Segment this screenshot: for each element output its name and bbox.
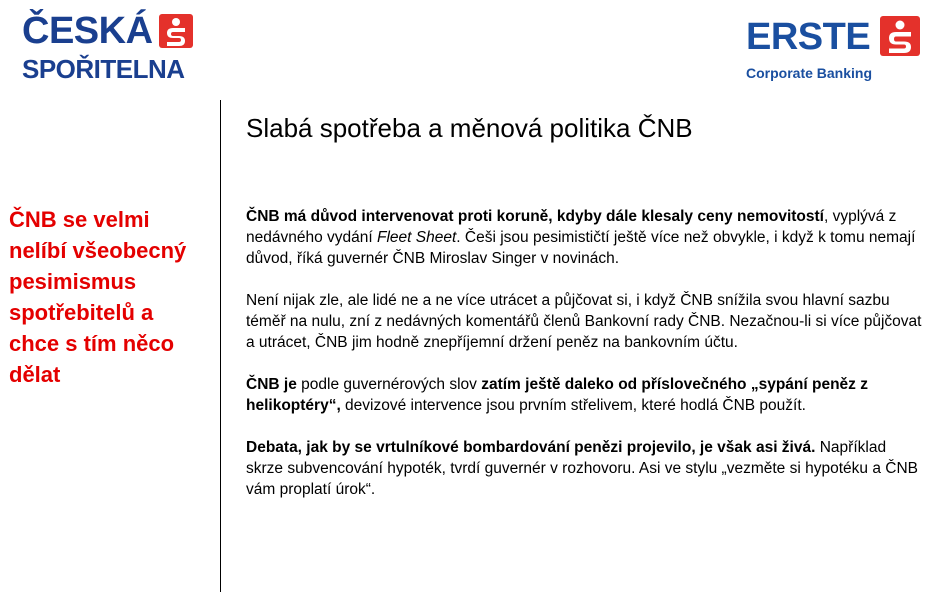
vertical-divider	[220, 100, 221, 592]
paragraph-1	[246, 206, 922, 269]
paragraph-3-text: podle guvernérových slov	[296, 376, 482, 393]
paragraph-3	[246, 374, 922, 416]
s-sign-icon	[880, 16, 920, 56]
paragraph-2: Není nijak zle, ale lidé ne a ne více utrácet a půjčovat si, i když ČNB snížila svou hlavní sazbu téměř na nulu, zní z nedávných komentářů členů Bankovní rady ČNB. Nezačnou-li si více půjčovat a utrácet, ČNB jim hodně znepříjemní držení peněz na bankovním účtu.	[246, 292, 922, 351]
paragraph-4-text: Například skrze subvencování hypoték, tvrdí guvernér v rozhovoru. Asi ve stylu „vezměte si hypotéku a ČNB vám proplatí úrok“.	[246, 439, 918, 498]
logo-corporate-banking-text: Corporate Banking	[746, 65, 873, 81]
s-sign-icon	[159, 14, 193, 48]
paragraph-1-text: , vyplývá z nedávného vydání	[246, 208, 897, 246]
paragraph-1-lead: ČNB má důvod intervenovat proti koruně, kdyby dále klesaly ceny nemovitostí	[246, 208, 824, 225]
page-title: Slabá spotřeba a měnová politika ČNB	[246, 113, 693, 143]
erste-logo	[746, 10, 926, 82]
logo-erste-text: ERSTE	[746, 16, 871, 58]
ceska-sporitelna-logo	[22, 10, 194, 82]
article-body	[246, 206, 922, 521]
paragraph-3-emphasis: zatím ještě daleko od příslovečného „sypání peněz z helikoptéry“,	[246, 376, 868, 414]
logo-ceska-text: ČESKÁ	[22, 10, 153, 52]
paragraph-1-rest: . Češi jsou pesimističtí ještě více než obvykle, i když k tomu nemají důvod, říká guvernér ČNB Miroslav Singer v novinách.	[246, 229, 916, 267]
paragraph-4	[246, 437, 922, 500]
paragraph-3-rest: devizové intervence jsou prvním střelivem, které hodlá ČNB použít.	[340, 397, 806, 414]
paragraph-1-source: Fleet Sheet	[377, 229, 457, 246]
paragraph-4-lead: Debata, jak by se vrtulníkové bombardování penězi projevilo, je však asi živá.	[246, 439, 816, 456]
side-note: ČNB se velmi nelíbí všeobecný pesimismus spotřebitelů a chce s tím něco dělat	[9, 207, 187, 387]
paragraph-3-lead: ČNB je	[246, 376, 297, 393]
logo-sporitelna-text: SPOŘITELNA	[22, 54, 185, 84]
